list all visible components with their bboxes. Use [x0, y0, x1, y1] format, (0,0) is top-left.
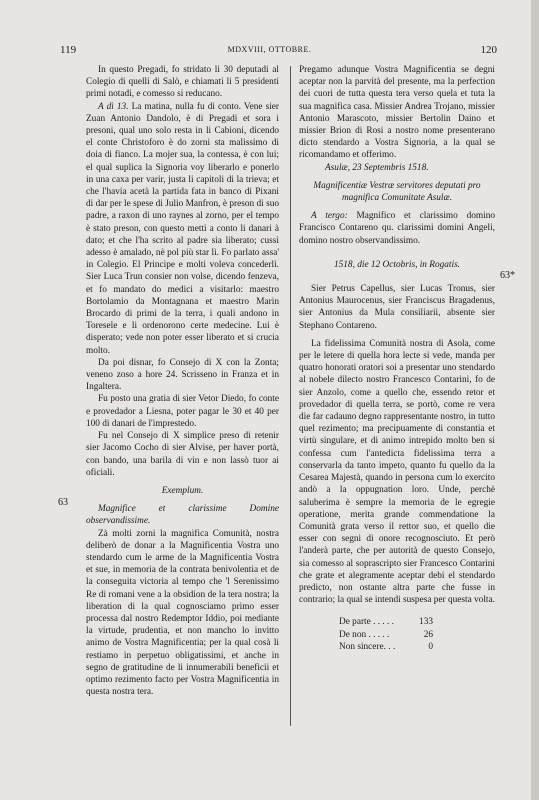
date-line: Asulæ, 23 Septembris 1518. [325, 162, 429, 173]
paragraph: Fu nel Consejo di X simplice preso di retenir sier Jacomo Cocho di sier Alvise, per haver portà, con bando, una barila di vin e non lassò tuor ai oficiali. [86, 431, 279, 478]
paragraph [86, 101, 279, 357]
address-label: A tergo: [311, 211, 348, 222]
paragraph: Zà molti zorni la magnifica Comunità, nostra deliberò de donar a la Magnificentia Vostra uno stendardo cum le arme de la Magnificentia Vostra et sue, in memoria de la contrata benivolentia et de la conseguita victoria al tempo che 'l Serenissimo Re di romani vene a la obsidion de la tera nostra; la liberation di la qual cognosciamo primo esser processa dal nostro Redemptor Iddio, poi mediante la virtude, prudentia, et non mancho lo invitto animo de Vostra Magnificentia; per la qual cosà li restiamo in perpetuo obligatissimi, et anche in segno de gratitudine de li innumerabili beneficii et optimo rezimento facto per Vostra Magnificentia in questa nostra tera. [86, 528, 279, 698]
vote-row [339, 641, 433, 653]
date-marker: A dì 13. [98, 101, 129, 112]
paragraph: La fidelissima Comunità nostra di Asola, come per le letere di quella hora lecte si vede, manda per quatro honorati oratori soi a presentar uno stendardo al nobele dilecto nostro Francesco Contarini, fo de sier Anzolo, come a quello che, essendo retor et provedador di quella terra, se portò, come re vera die far cadauno degno rappresentante nostro, in tutto quel rezimento; ma precipuamente di constantia et virtù singulare, et di animo intrepido molto ben si confessa cum l'antedicta fidelissima terra a conservarla da tanto impeto, quanto fu quello da la Cesarea Majestà, quando in persona cum lo exercito andò a la oppugnation loro. Unde, perchè saluberima è sempre la memoria de le egregie operatione, merita grande commendatione la Comunità grata verso il rettor suo, et quello die esser con segni di onore recognosciuto. Et però l'anderà parte, che per autorità de questo Consejo, sia comesso al soprascripto sier Francesco Contarini che grate et alegramente aceptar debi el stendardo predicto, non ostante altra parte che fusse in contrario; la qual se intendi suspesa per questa volta. [299, 338, 495, 606]
vote-label: Non sincere. . . [339, 641, 396, 652]
vote-row [339, 629, 433, 641]
column-divider [290, 66, 291, 726]
page-edge [531, 0, 539, 800]
address-paragraph [299, 210, 495, 247]
session-heading: 1518, die 12 Octobris, in Rogatis. [333, 259, 461, 270]
margin-page-marker-left: 63 [58, 497, 68, 508]
running-header [0, 44, 539, 58]
page-number-right: 120 [480, 44, 497, 56]
vote-row [339, 616, 433, 628]
paragraph: Sier Petrus Capellus, sier Lucas Tronus, sier Antonius Maurocenus, sier Franciscus Bragadenus, sier Antonius da Mula consiliarii, absente sier Stephano Contareno. [299, 284, 495, 331]
vote-value: 26 [423, 629, 433, 640]
vote-value: 0 [428, 641, 433, 652]
address-text: Magnifico et clarissimo domino Francisco Contareno qu. clarissimi domini Angeli, domino nostro observandissimo. [299, 211, 495, 246]
paragraph: Fu posto una gratia di sier Vetor Diedo, fo conte e provedador a Liesna, poter pagar le 30 et 40 per 100 di danari de l'imprestedo. [86, 394, 279, 429]
page-number-left: 119 [60, 44, 77, 56]
salutation: Magnifice et clarissime Domine observandissime. [86, 504, 279, 527]
vote-value: 133 [419, 617, 433, 628]
left-column [86, 64, 279, 698]
paragraph-text: La matina, nulla fu di conto. Vene sier Zuan Antonio Dandolo, è di Pregadi et sora i presoni, qual uno solo resta in li Cabioni, dicendo el conte Christoforo è do zorni sta malissimo di doia di fianco. La mojer sua, la contessa, è con lui; el qual suplica la Signoria voy liberarlo e ponerlo in una caxa per varir, justa li capitoli di la trieva; et che l'havia acetà la partida fata in banco di Pixani di dar per le spese di Julio Manfron, è preson di suo padre, a raxon di uno raynes al zorno, per el tempo è stato preson, con questo metti a conto li danari à dato; et che l'ha scrito al padre sia liberato; cussì adesso è amalado, nè pol più star lì. Fo parlato assa' in Colegio. El Principe e molti voleva concederli. Sier Luca Trun consier non volse, dicendo fenzeva, et fo mandato do medici a visitarlo: maestro Bortolamio da Montagnana et maestro Marin Brocardo di primi de la terra, i quali andono in Toresele e li ordenorono certe medecine. Lui è disperato; vede non poter esser liberato et si crucia molto. [86, 101, 279, 356]
paragraph: In questo Pregadi, fo stridato li 30 deputadi al Colegio di quelli di Salò, e chiamati li 5 presidenti primi notadi, e comesso si reducano. [86, 65, 279, 100]
right-column [299, 64, 495, 653]
section-heading: Exemplum. [161, 485, 204, 496]
margin-page-marker-right: 63* [500, 270, 515, 281]
running-title: MDXVIII, OTTOBRE. [227, 45, 312, 54]
paragraph: Pregamo adunque Vostra Magnificentia se degni aceptar non la parvità del presente, ma la perfection dei cuori de tutta questa tera verso quela et tuta la sua magnifica casa. Missier Andrea Trojano, missier Antonio Marascoto, missier Bertolin Daino et missier Brion di Rosi a nostro nome presenterano dicto stendardo a Vostra Signoria, a la qual se ricomandamo et offerimo. [299, 65, 495, 161]
signature: Magnificentiæ Vestræ servitores deputati pro magnifica Comunitate Asulæ. [313, 180, 481, 204]
vote-label: De non . . . . . [339, 629, 390, 640]
vote-tally [339, 616, 495, 653]
vote-label: De parte . . . . . [339, 617, 394, 628]
paragraph: Da poi disnar, fo Consejo di X con la Zonta; veneno zoso a hore 24. Scrisseno in Franza et in Ingaltera. [86, 357, 279, 393]
